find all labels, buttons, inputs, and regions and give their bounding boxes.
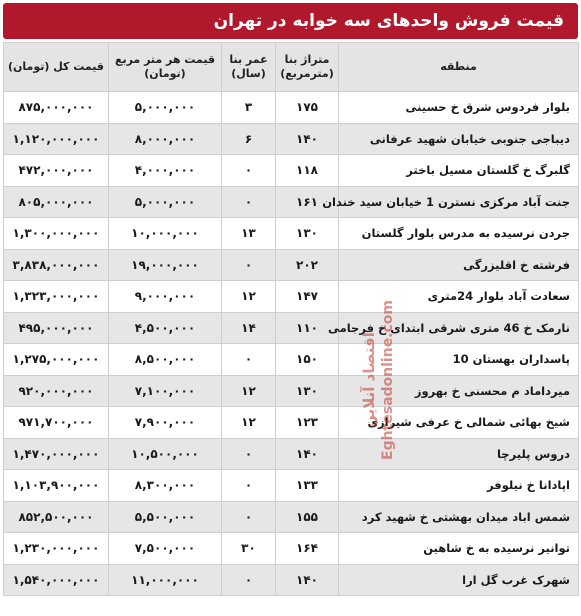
- table-row: [4, 438, 579, 470]
- price-per-meter-cell: ۷,۵۰۰,۰۰۰: [109, 533, 222, 565]
- header-age: عمر بنا (سال): [222, 43, 276, 92]
- region-cell: جنت آباد مرکزی نسترن 1 خیابان سید خندان: [339, 186, 579, 218]
- page-title: قیمت فروش واحدهای سه خوابه در تهران: [213, 11, 564, 31]
- region-cell: سعادت آباد بلوار 24متری: [339, 281, 579, 313]
- price-per-meter-cell: ۸,۰۰۰,۰۰۰: [109, 123, 222, 155]
- age-cell: ۰: [222, 155, 276, 187]
- area-cell: ۱۴۰: [276, 564, 339, 596]
- region-cell: توانیر نرسیده به خ شاهین: [339, 533, 579, 565]
- price-per-meter-cell: ۷,۱۰۰,۰۰۰: [109, 375, 222, 407]
- total-price-cell: ۴۹۵,۰۰۰,۰۰۰: [4, 312, 109, 344]
- age-cell: ۶: [222, 123, 276, 155]
- area-cell: ۱۵۰: [276, 344, 339, 376]
- price-table: [3, 42, 579, 596]
- region-cell: دیباجی جنوبی خیابان شهید عرفانی: [339, 123, 579, 155]
- total-price-cell: ۸۵۲,۵۰۰,۰۰۰: [4, 501, 109, 533]
- total-price-cell: ۸۰۵,۰۰۰,۰۰۰: [4, 186, 109, 218]
- area-cell: ۱۳۰: [276, 218, 339, 250]
- area-cell: ۱۴۰: [276, 123, 339, 155]
- area-cell: ۱۲۳: [276, 407, 339, 439]
- price-per-meter-cell: ۸,۳۰۰,۰۰۰: [109, 470, 222, 502]
- age-cell: ۱۳: [222, 218, 276, 250]
- area-cell: ۱۳۳: [276, 470, 339, 502]
- region-cell: شمس اباد میدان بهشتی خ شهید کرد: [339, 501, 579, 533]
- area-cell: ۱۳۰: [276, 375, 339, 407]
- table-row: [4, 186, 579, 218]
- region-cell: فرشته خ اقلیزرگی: [339, 249, 579, 281]
- price-per-meter-cell: ۵,۵۰۰,۰۰۰: [109, 501, 222, 533]
- area-cell: ۱۱۰: [276, 312, 339, 344]
- age-cell: ۰: [222, 186, 276, 218]
- region-cell: شهرک غرب گل ارا: [339, 564, 579, 596]
- age-cell: ۰: [222, 501, 276, 533]
- age-cell: ۰: [222, 249, 276, 281]
- region-cell: دروس پلیرچا: [339, 438, 579, 470]
- table-row: [4, 155, 579, 187]
- region-cell: شیخ بهائی شمالی خ عرفی شیرازی: [339, 407, 579, 439]
- area-cell: ۱۱۸: [276, 155, 339, 187]
- area-cell: ۲۰۲: [276, 249, 339, 281]
- watermark-persian: اقتصاد آنلاین: [360, 332, 378, 428]
- area-cell: ۱۴۰: [276, 438, 339, 470]
- table-row: [4, 218, 579, 250]
- table-row: [4, 564, 579, 596]
- total-price-cell: ۱,۱۰۳,۹۰۰,۰۰۰: [4, 470, 109, 502]
- region-cell: پاسداران بهستان 10: [339, 344, 579, 376]
- total-price-cell: ۱,۱۲۰,۰۰۰,۰۰۰: [4, 123, 109, 155]
- price-per-meter-cell: ۸,۵۰۰,۰۰۰: [109, 344, 222, 376]
- total-price-cell: ۱,۳۲۳,۰۰۰,۰۰۰: [4, 281, 109, 313]
- table-row: [4, 281, 579, 313]
- price-per-meter-cell: ۷,۹۰۰,۰۰۰: [109, 407, 222, 439]
- table-row: [4, 407, 579, 439]
- price-per-meter-cell: ۱۹,۰۰۰,۰۰۰: [109, 249, 222, 281]
- header-region: منطقه: [339, 43, 579, 92]
- price-per-meter-cell: ۴,۰۰۰,۰۰۰: [109, 155, 222, 187]
- price-per-meter-cell: ۵,۰۰۰,۰۰۰: [109, 186, 222, 218]
- table-row: [4, 501, 579, 533]
- table-row: [4, 123, 579, 155]
- total-price-cell: ۱,۵۴۰,۰۰۰,۰۰۰: [4, 564, 109, 596]
- total-price-cell: ۹۲۰,۰۰۰,۰۰۰: [4, 375, 109, 407]
- age-cell: ۱۲: [222, 407, 276, 439]
- price-per-meter-cell: ۱۱,۰۰۰,۰۰۰: [109, 564, 222, 596]
- age-cell: ۰: [222, 470, 276, 502]
- table-row: [4, 312, 579, 344]
- total-price-cell: ۱,۲۳۰,۰۰۰,۰۰۰: [4, 533, 109, 565]
- age-cell: ۳۰: [222, 533, 276, 565]
- region-cell: بلوار فردوس شرق خ حسینی: [339, 92, 579, 124]
- table-row: [4, 375, 579, 407]
- total-price-cell: ۴۷۲,۰۰۰,۰۰۰: [4, 155, 109, 187]
- age-cell: ۱۲: [222, 281, 276, 313]
- region-cell: گلبرگ خ گلستان مسیل باختر: [339, 155, 579, 187]
- total-price-cell: ۱,۴۷۰,۰۰۰,۰۰۰: [4, 438, 109, 470]
- price-per-meter-cell: ۴,۵۰۰,۰۰۰: [109, 312, 222, 344]
- area-cell: ۱۵۵: [276, 501, 339, 533]
- header-area: متراژ بنا (مترمربع): [276, 43, 339, 92]
- region-cell: میرداماد م محسنی خ بهروز: [339, 375, 579, 407]
- area-cell: ۱۷۵: [276, 92, 339, 124]
- header-total-price: قیمت کل (تومان): [4, 43, 109, 92]
- region-cell: اپادانا خ نیلوفر: [339, 470, 579, 502]
- table-row: [4, 533, 579, 565]
- region-cell: نارمک خ 46 متری شرقی ابتدای خ فرجامی: [339, 312, 579, 344]
- total-price-cell: ۱,۳۰۰,۰۰۰,۰۰۰: [4, 218, 109, 250]
- area-cell: ۱۶۴: [276, 533, 339, 565]
- area-cell: ۱۶۱: [276, 186, 339, 218]
- table-row: [4, 470, 579, 502]
- price-per-meter-cell: ۱۰,۰۰۰,۰۰۰: [109, 218, 222, 250]
- watermark-latin: Eghtesadonline.com: [380, 299, 396, 461]
- total-price-cell: ۱,۲۷۵,۰۰۰,۰۰۰: [4, 344, 109, 376]
- area-cell: ۱۴۷: [276, 281, 339, 313]
- price-per-meter-cell: ۱۰,۵۰۰,۰۰۰: [109, 438, 222, 470]
- age-cell: ۰: [222, 564, 276, 596]
- table-row: [4, 344, 579, 376]
- total-price-cell: ۳,۸۳۸,۰۰۰,۰۰۰: [4, 249, 109, 281]
- age-cell: ۱۴: [222, 312, 276, 344]
- age-cell: ۳: [222, 92, 276, 124]
- age-cell: ۰: [222, 344, 276, 376]
- age-cell: ۰: [222, 438, 276, 470]
- price-per-meter-cell: ۵,۰۰۰,۰۰۰: [109, 92, 222, 124]
- title-bar: [3, 3, 578, 39]
- table-row: [4, 92, 579, 124]
- header-price-per-meter: قیمت هر متر مربع (تومان): [109, 43, 222, 92]
- table-header-row: [4, 43, 579, 92]
- price-per-meter-cell: ۹,۰۰۰,۰۰۰: [109, 281, 222, 313]
- region-cell: جردن نرسیده به مدرس بلوار گلستان: [339, 218, 579, 250]
- total-price-cell: ۸۷۵,۰۰۰,۰۰۰: [4, 92, 109, 124]
- table-row: [4, 249, 579, 281]
- age-cell: ۱۲: [222, 375, 276, 407]
- total-price-cell: ۹۷۱,۷۰۰,۰۰۰: [4, 407, 109, 439]
